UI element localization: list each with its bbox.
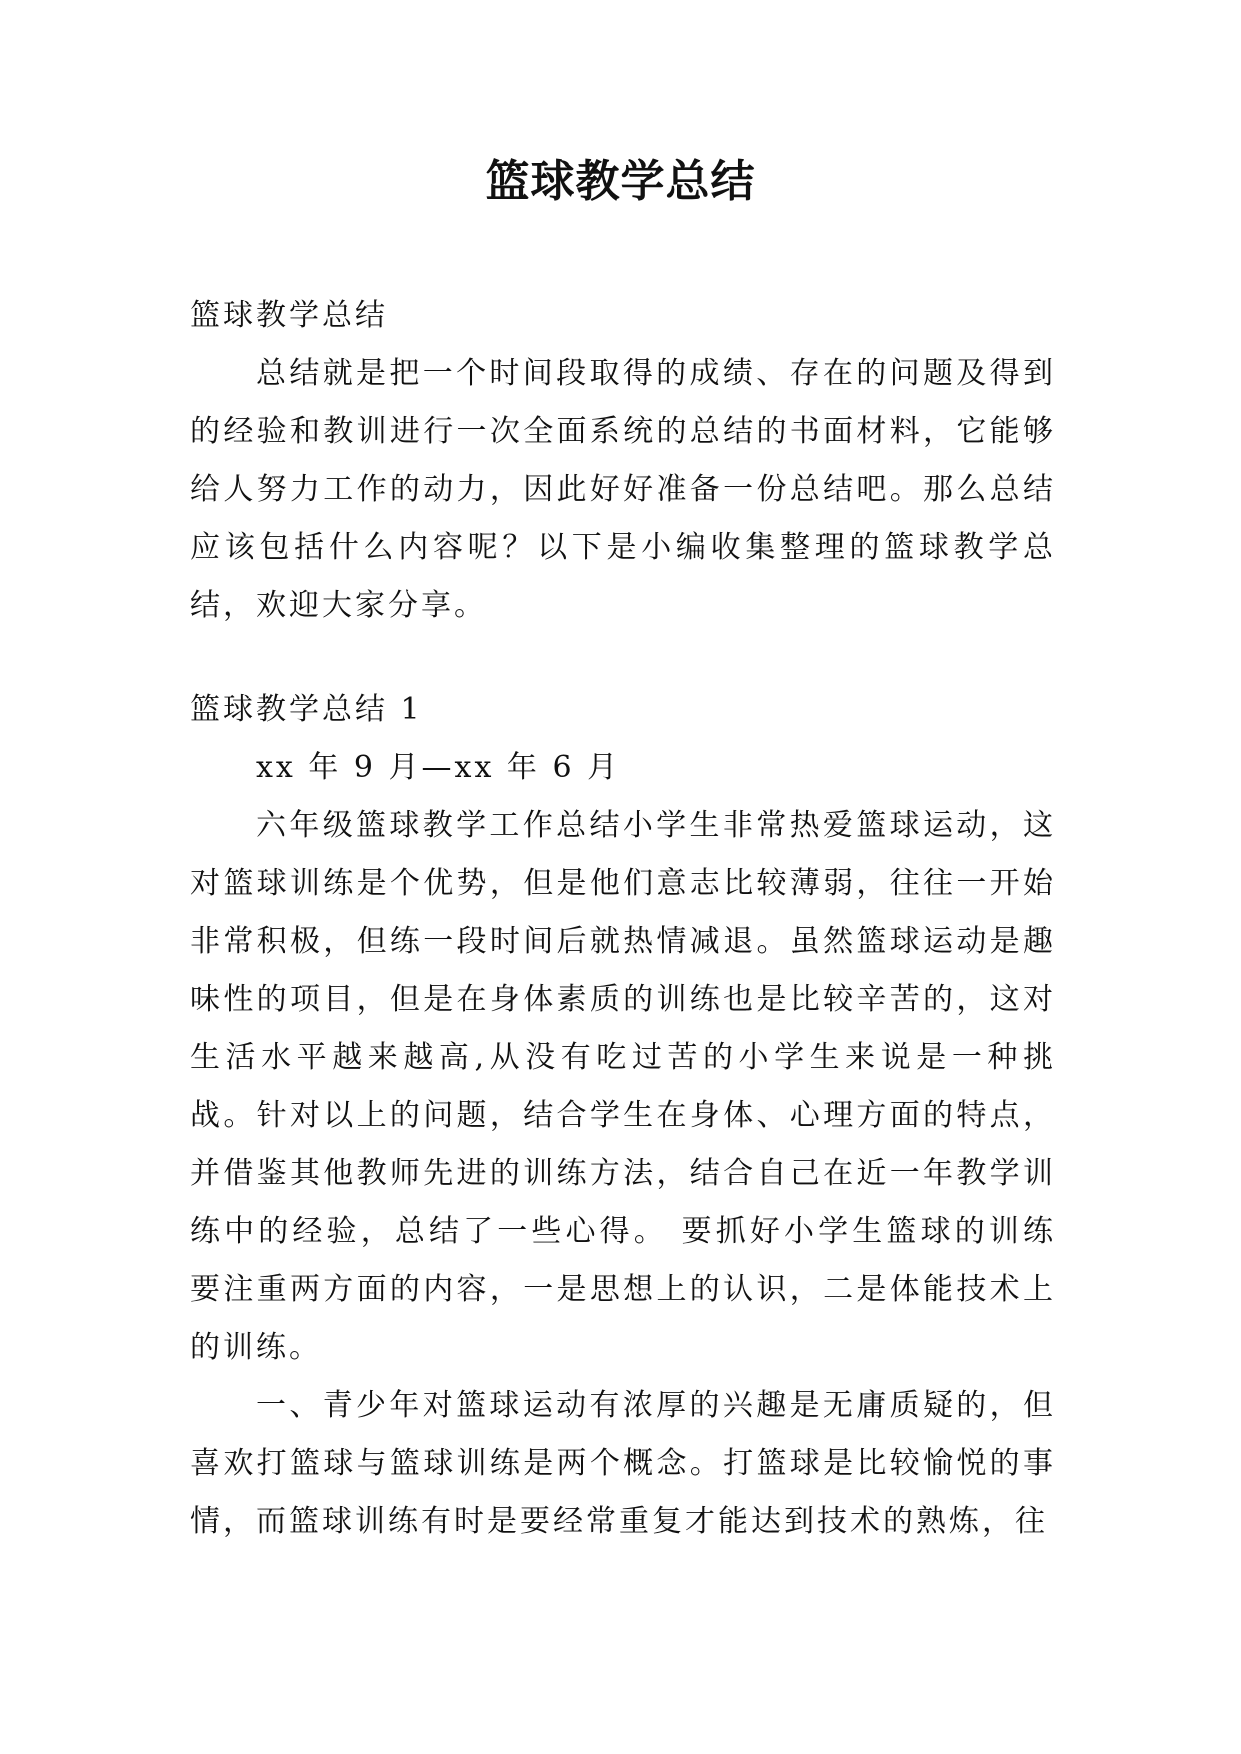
section1-paragraph-2: 一、青少年对篮球运动有浓厚的兴趣是无庸质疑的，但喜欢打篮球与篮球训练是两个概念。打篮球是比较愉悦的事情，而篮球训练有时是要经常重复才能达到技术的熟炼，往 (190, 1388, 1056, 1539)
section1-date-range: xx 年 9 月—xx 年 6 月 (256, 750, 621, 785)
section1-paragraph-1: 六年级篮球教学工作总结小学生非常热爱篮球运动，这对篮球训练是个优势，但是他们意志比较薄弱，往往一开始非常积极，但练一段时间后就热情减退。虽然篮球运动是趣味性的项目，但是在身体素质的训练也是比较辛苦的，这对生活水平越来越高,从没有吃过苦的小学生来说是一种挑战。针对以上的问题，结合学生在身体、心理方面的特点，并借鉴其他教师先进的训练方法，结合自己在近一年教学训练中的经验，总结了一些心得。 要抓好小学生篮球的训练要注重两方面的内容，一是思想上的认识，二是体能技术上的训练。 (190, 808, 1056, 1365)
document-title: 篮球教学总结 (485, 156, 756, 207)
intro-heading: 篮球教学总结 (190, 298, 388, 333)
intro-paragraph: 总结就是把一个时间段取得的成绩、存在的问题及得到的经验和教训进行一次全面系统的总结的书面材料，它能够给人努力工作的动力，因此好好准备一份总结吧。那么总结应该包括什么内容呢？以下是小编收集整理的篮球教学总结，欢迎大家分享。 (190, 356, 1056, 623)
document-body (190, 287, 1056, 1551)
section1-heading: 篮球教学总结 1 (190, 692, 423, 727)
section-spacer (190, 635, 1056, 681)
